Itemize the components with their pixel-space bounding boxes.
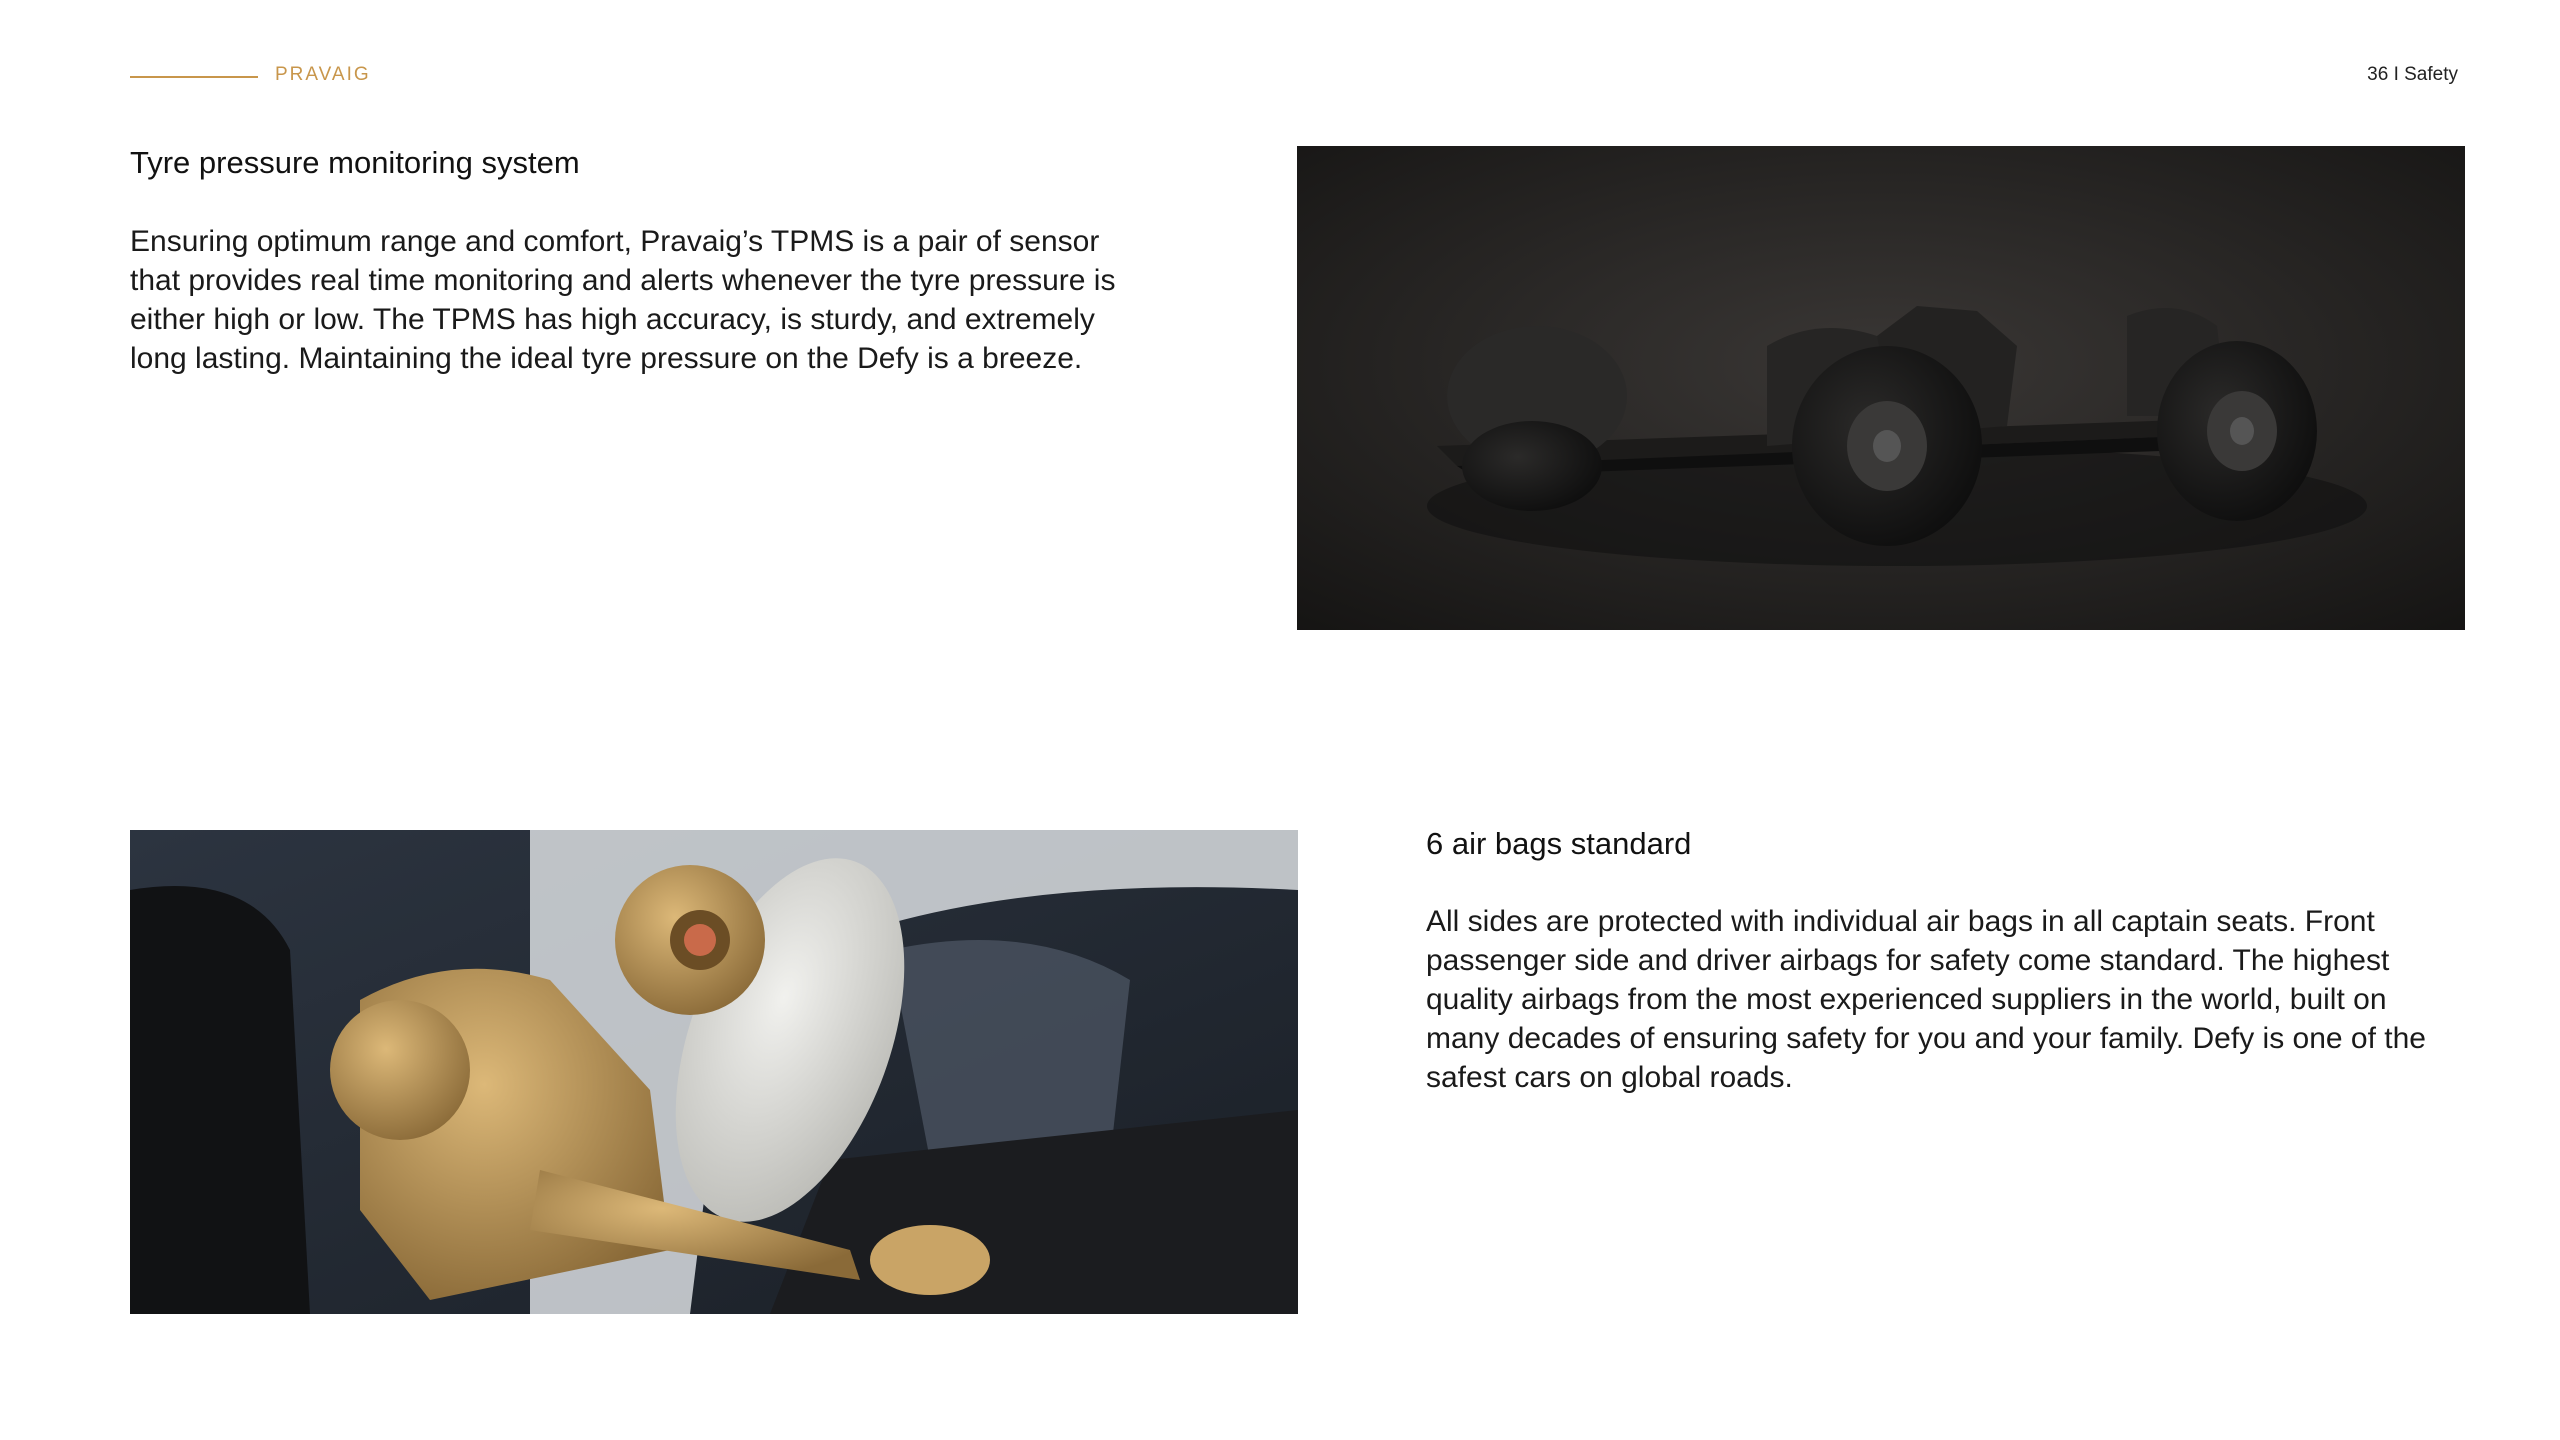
header-accent-line [130, 76, 258, 78]
page-number-label: 36 I Safety [2367, 64, 2458, 85]
airbag-photo [130, 830, 1298, 1314]
brand-name: PRAVAIG [275, 64, 371, 85]
airbags-description: All sides are protected with individual air bags in all captain seats. Front passenger side and driver airbags for safety come standard. The highest quality airbags from the most experienced suppliers in the world, built on many decades of ensuring safety for you and your family. Defy is one of the safest cars on global roads. [1426, 905, 2426, 1094]
chassis-photo [1297, 146, 2465, 630]
tpms-description: Ensuring optimum range and comfort, Pravaig’s TPMS is a pair of sensor that provides real time monitoring and alerts whenever the tyre pressure is either high or low. The TPMS has high accuracy, is sturdy, and extremely long lasting. Maintaining the ideal tyre pressure on the Defy is a breeze. [130, 225, 1116, 375]
airbags-heading: 6 air bags standard [1426, 826, 1692, 861]
tpms-heading: Tyre pressure monitoring system [130, 145, 580, 180]
